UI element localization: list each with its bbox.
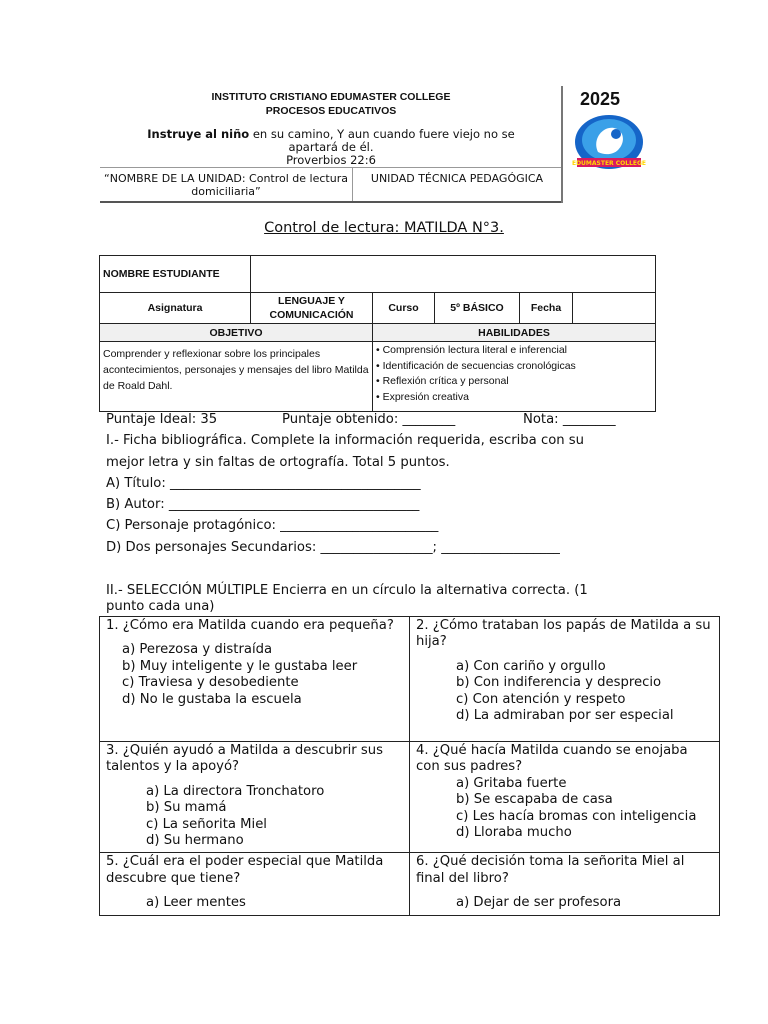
option[interactable]: b) Muy inteligente y le gustaba leer [122, 658, 358, 674]
option[interactable]: a) Gritaba fuerte [456, 775, 567, 791]
skill-item: • Expresión creativa [376, 390, 652, 406]
question-text: 5. ¿Cuál era el poder especial que Matilda descubre que tiene? [106, 854, 384, 886]
question-text: 1. ¿Cómo era Matilda cuando era pequeña? [106, 618, 394, 633]
question-text: 4. ¿Qué hacía Matilda cuando se enojaba con sus padres? [416, 743, 688, 775]
options-list [456, 776, 713, 842]
header-divider-bottom [100, 201, 562, 203]
title-field[interactable]: A) Título: ______________________________________ [106, 476, 421, 491]
student-name-label: NOMBRE ESTUDIANTE [100, 256, 251, 293]
student-info-table [99, 255, 656, 412]
score-obtained[interactable]: Puntaje obtenido: ________ [282, 412, 456, 427]
skills-header: HABILIDADES [373, 324, 656, 342]
question-3 [100, 742, 410, 853]
question-4 [410, 742, 720, 853]
section1-instruction: I.- Ficha bibliográfica. Complete la información requerida, escriba con su [106, 433, 585, 448]
objective-header: OBJETIVO [100, 324, 373, 342]
student-name-field[interactable] [251, 256, 656, 293]
question-6 [410, 853, 720, 915]
subject-value: LENGUAJE Y COMUNICACIÓN [251, 293, 373, 324]
logo-text: EDUMASTER COLLEGE [572, 160, 646, 167]
institution-name: INSTITUTO CRISTIANO EDUMASTER COLLEGE [211, 91, 451, 103]
options-list [146, 784, 403, 850]
option[interactable]: d) Lloraba mucho [456, 825, 572, 841]
options-list [456, 659, 713, 725]
section1-instruction-cont: mejor letra y sin faltas de ortografía. Total 5 puntos. [106, 455, 450, 470]
option[interactable]: d) No le gustaba la escuela [122, 691, 302, 707]
option[interactable]: c) Con atención y respeto [456, 691, 626, 707]
question-1 [100, 617, 410, 742]
skills-list [376, 343, 652, 405]
options-list [456, 895, 713, 911]
verse-reference: Proverbios 22:6 [286, 153, 376, 167]
header-divider-middle [352, 168, 353, 201]
skills-cell [373, 342, 656, 412]
protagonist-field[interactable]: C) Personaje protagónico: ________________________ [106, 518, 439, 533]
header-divider-top [100, 167, 562, 168]
options-list [146, 895, 403, 911]
date-label: Fecha [520, 293, 573, 324]
secondary-characters-field[interactable]: D) Dos personajes Secundarios: _________________; __________________ [106, 540, 560, 555]
score-ideal: Puntaje Ideal: 35 [106, 412, 218, 427]
option[interactable]: a) Leer mentes [146, 895, 246, 911]
motto-bold: Instruye al niño [147, 127, 250, 141]
question-text: 2. ¿Cómo trataban los papás de Matilda a su hija? [416, 618, 711, 650]
option[interactable]: b) Con indiferencia y desprecio [456, 675, 662, 691]
header-divider-vertical [561, 86, 563, 203]
option[interactable]: a) Dejar de ser profesora [456, 895, 622, 911]
question-2 [410, 617, 720, 742]
unit-office: UNIDAD TÉCNICA PEDAGÓGICA [370, 172, 544, 185]
grade-field[interactable]: Nota: ________ [523, 412, 616, 427]
school-year: 2025 [580, 89, 621, 109]
section2-instruction: II.- SELECCIÓN MÚLTIPLE Encierra en un círculo la alternativa correcta. (1 [106, 583, 588, 598]
page-title: Control de lectura: MATILDA N°3. [264, 220, 504, 236]
skill-item: • Comprensión lectura literal e inferencial [376, 343, 652, 359]
section2-instruction-cont: punto cada una) [106, 599, 215, 614]
multiple-choice-table [99, 616, 720, 916]
school-logo [572, 114, 646, 176]
motto-rest: en su camino, Y aun cuando fuere viejo no se apartará de él. [249, 127, 515, 154]
question-text: 3. ¿Quién ayudó a Matilda a descubrir sus talentos y la apoyó? [106, 743, 383, 775]
motto [125, 128, 537, 154]
skill-item: • Reflexión crítica y personal [376, 374, 652, 390]
unit-name: “NOMBRE DE LA UNIDAD: Control de lectura domiciliaria” [104, 172, 348, 198]
course-label: Curso [373, 293, 435, 324]
logo-head-icon [611, 129, 621, 139]
option[interactable]: d) Su hermano [146, 833, 244, 849]
option[interactable]: c) La señorita Miel [146, 816, 267, 832]
option[interactable]: a) Con cariño y orgullo [456, 658, 606, 674]
skill-item: • Identificación de secuencias cronológicas [376, 359, 652, 375]
course-value: 5º BÁSICO [435, 293, 520, 324]
date-field[interactable] [573, 293, 656, 324]
option[interactable]: a) La directora Tronchatoro [146, 783, 325, 799]
question-5 [100, 853, 410, 915]
option[interactable]: b) Su mamá [146, 800, 227, 816]
option[interactable]: c) Traviesa y desobediente [122, 675, 299, 691]
department-name: PROCESOS EDUCATIVOS [265, 105, 397, 117]
option[interactable]: d) La admiraban por ser especial [456, 708, 674, 724]
author-field[interactable]: B) Autor: ______________________________________ [106, 497, 420, 512]
subject-label: Asignatura [100, 293, 251, 324]
option[interactable]: a) Perezosa y distraída [122, 642, 273, 658]
question-text: 6. ¿Qué decisión toma la señorita Miel al final del libro? [416, 854, 685, 886]
option[interactable]: c) Les hacía bromas con inteligencia [456, 808, 697, 824]
objective-text: Comprender y reflexionar sobre los principales acontecimientos, personajes y mensajes del libro Matilda de Roald Dahl. [100, 342, 373, 412]
option[interactable]: b) Se escapaba de casa [456, 792, 613, 808]
options-list [122, 642, 403, 708]
